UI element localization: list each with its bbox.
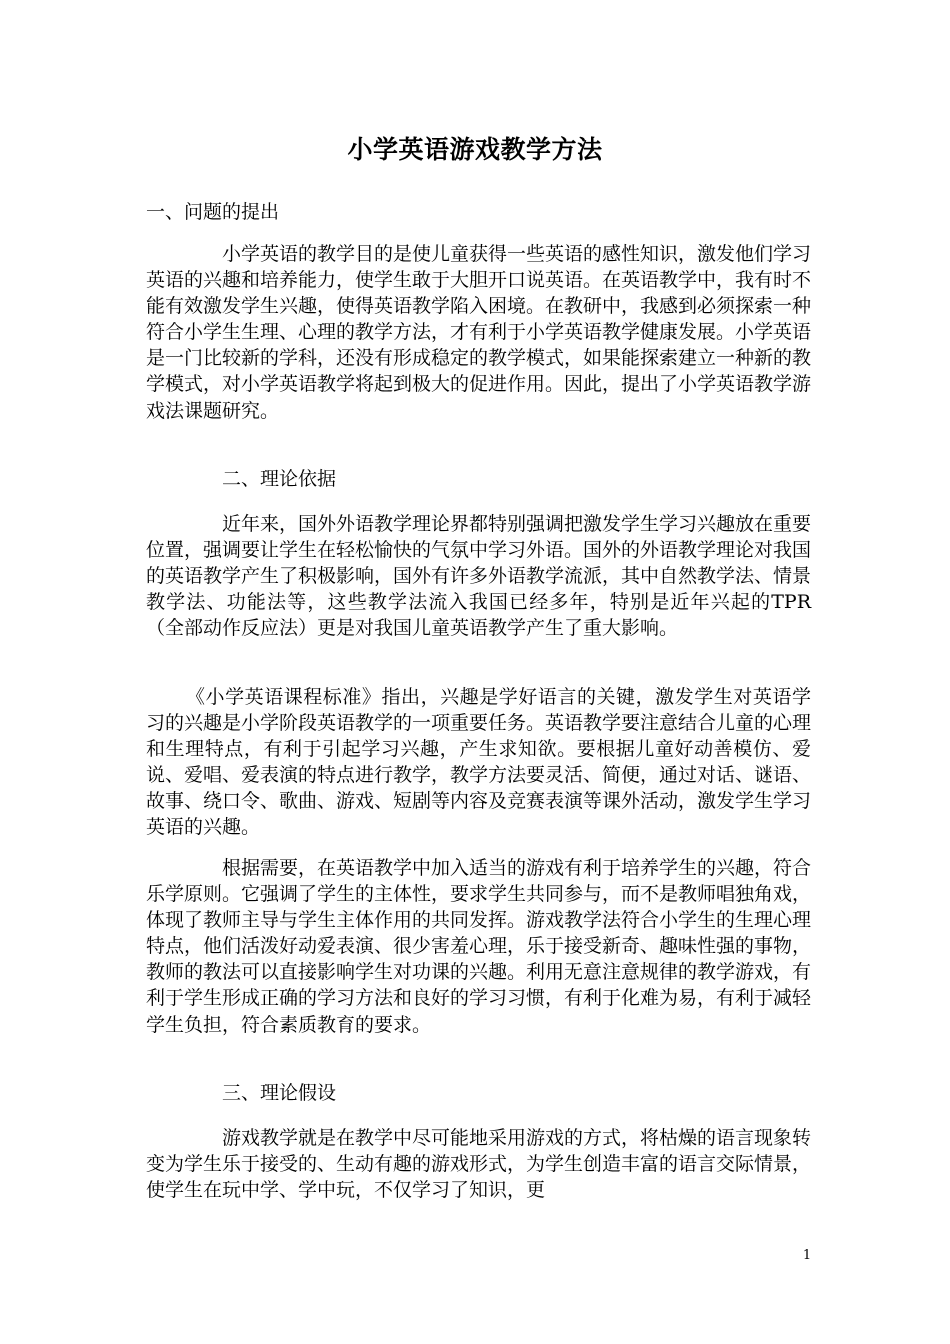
page-number: 1: [802, 1248, 812, 1263]
paragraph-theory-2: 《小学英语课程标准》指出，兴趣是学好语言的关键，激发学生对英语学习的兴趣是小学阶段英语教学的一项重要任务。英语教学要注意结合儿童的心理和生理特点，有利于引起学习兴趣，产生求知欲。要根据儿童好动善模仿、爱说、爱唱、爱表演的特点进行教学，教学方法要灵活、简便，通过对话、谜语、故事、绕口令、歌曲、游戏、短剧等内容及竞赛表演等课外活动，激发学生学习英语的兴趣。: [146, 686, 812, 839]
paragraph-theory-3: 根据需要，在英语教学中加入适当的游戏有利于培养学生的兴趣，符合乐学原则。它强调了学生的主体性，要求学生共同参与，而不是教师唱独角戏，体现了教师主导与学生主体作用的共同发挥。游戏教学法符合小学生的生理心理特点，他们活泼好动爱表演、很少害羞心理，乐于接受新奇、趣味性强的事物，教师的教法可以直接影响学生对功课的兴趣。利用无意注意规律的教学游戏，有利于学生形成正确的学习方法和良好的学习习惯，有利于化难为易，有利于减轻学生负担，符合素质教育的要求。: [146, 857, 812, 1036]
section-heading-hypothesis: 三、理论假设: [222, 1082, 337, 1104]
section-heading-problem: 一、问题的提出: [146, 201, 280, 223]
document-title: 小学英语游戏教学方法: [347, 135, 603, 164]
paragraph-problem: 小学英语的教学目的是使儿童获得一些英语的感性知识，激发他们学习英语的兴趣和培养能力，使学生敢于大胆开口说英语。在英语教学中，我有时不能有效激发学生兴趣，使得英语教学陷入困境。在教研中，我感到必须探索一种符合小学生生理、心理的教学方法，才有利于小学英语教学健康发展。小学英语是一门比较新的学科，还没有形成稳定的教学模式，如果能探索建立一种新的教学模式，对小学英语教学将起到极大的促进作用。因此，提出了小学英语教学游戏法课题研究。: [146, 243, 812, 422]
section-heading-theory: 二、理论依据: [222, 468, 337, 490]
paragraph-theory-1: 近年来，国外外语教学理论界都特别强调把激发学生学习兴趣放在重要位置，强调要让学生在轻松愉快的气氛中学习外语。国外的外语教学理论对我国的英语教学产生了积极影响，国外有许多外语教学流派，其中自然教学法、情景教学法、功能法等，这些教学法流入我国已经多年，特别是近年兴起的TPR（全部动作反应法）更是对我国儿童英语教学产生了重大影响。: [146, 513, 812, 640]
paragraph-hypothesis: 游戏教学就是在教学中尽可能地采用游戏的方式，将枯燥的语言现象转变为学生乐于接受的、生动有趣的游戏形式，为学生创造丰富的语言交际情景，使学生在玩中学、学中玩，不仅学习了知识，更: [146, 1127, 812, 1202]
